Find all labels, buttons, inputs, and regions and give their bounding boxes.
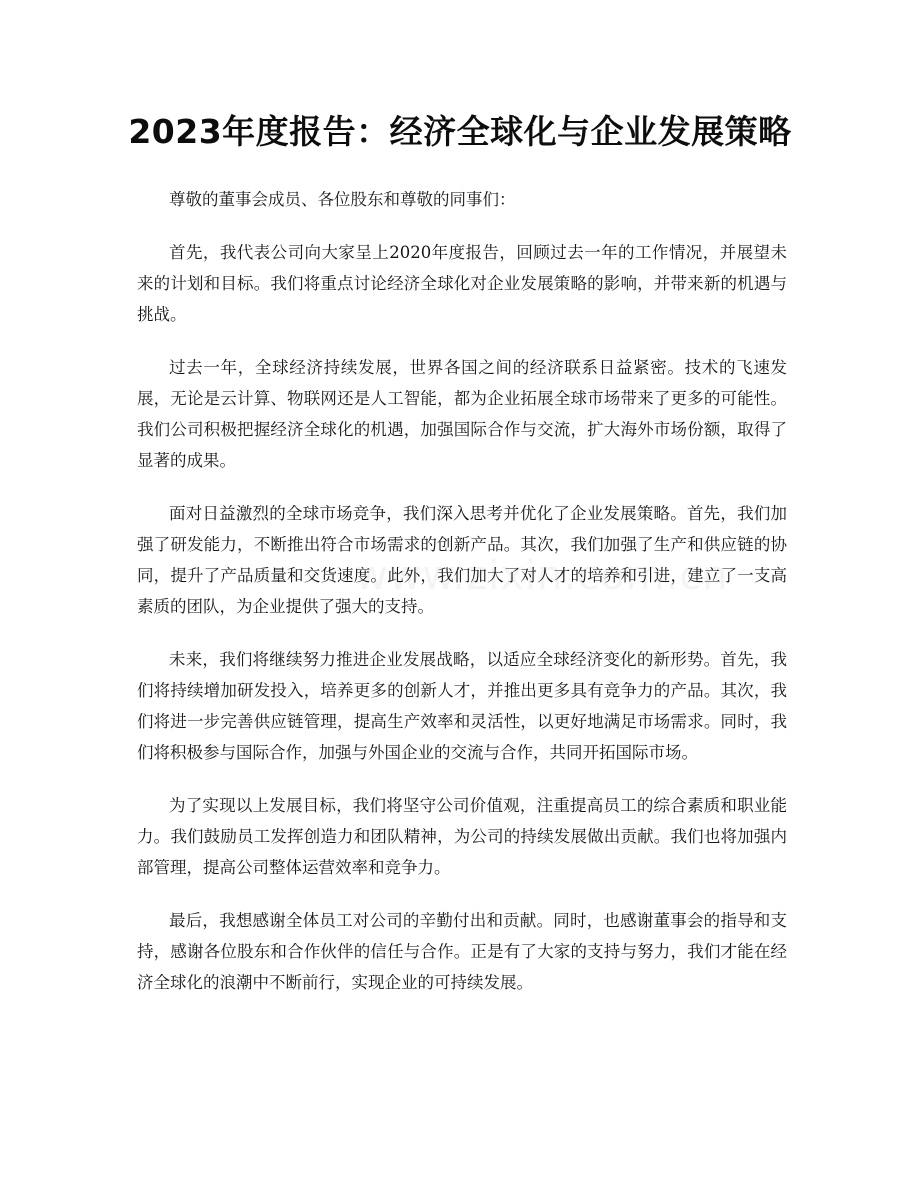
- closing-paragraph: 最后，我想感谢全体员工对公司的辛勤付出和贡献。同时，也感谢董事会的指导和支持，感谢各位股东和合作伙伴的信任与合作。正是有了大家的支持与努力，我们才能在经济全球化的浪潮中不断前行，实现企业的可持续发展。: [137, 911, 787, 992]
- document-title: 2023年度报告：经济全球化与企业发展策略: [128, 112, 792, 151]
- body-paragraph: 首先，我代表公司向大家呈上2020年度报告，回顾过去一年的工作情况，并展望未来的计划和目标。我们将重点讨论经济全球化对企业发展策略的影响，并带来新的机遇与挑战。: [137, 243, 787, 324]
- body-paragraph: 面对日益激烈的全球市场竞争，我们深入思考并优化了企业发展策略。首先，我们加强了研发能力，不断推出符合市场需求的创新产品。其次，我们加强了生产和供应链的协同，提升了产品质量和交货速度。此外，我们加大了对人才的培养和引进，建立了一支高素质的团队，为企业提供了强大的支持。: [137, 504, 787, 616]
- body-paragraph: 未来，我们将继续努力推进企业发展战略，以适应全球经济变化的新形势。首先，我们将持续增加研发投入，培养更多的创新人才，并推出更多具有竞争力的产品。其次，我们将进一步完善供应链管理，提高生产效率和灵活性，以更好地满足市场需求。同时，我们将积极参与国际合作，加强与外国企业的交流与合作，共同开拓国际市场。: [137, 650, 787, 762]
- body-paragraph: 过去一年，全球经济持续发展，世界各国之间的经济联系日益紧密。技术的飞速发展，无论是云计算、物联网还是人工智能，都为企业拓展全球市场带来了更多的可能性。我们公司积极把握经济全球化的机遇，加强国际合作与交流，扩大海外市场份额，取得了显著的成果。: [137, 358, 787, 470]
- document-body: [137, 184, 787, 1020]
- salutation-paragraph: 尊敬的董事会成员、各位股东和尊敬的同事们：: [169, 190, 516, 209]
- body-paragraph: 为了实现以上发展目标，我们将坚守公司价值观，注重提高员工的综合素质和职业能力。我们鼓励员工发挥创造力和团队精神，为公司的持续发展做出贡献。我们也将加强内部管理，提高公司整体运营效率和竞争力。: [137, 796, 787, 877]
